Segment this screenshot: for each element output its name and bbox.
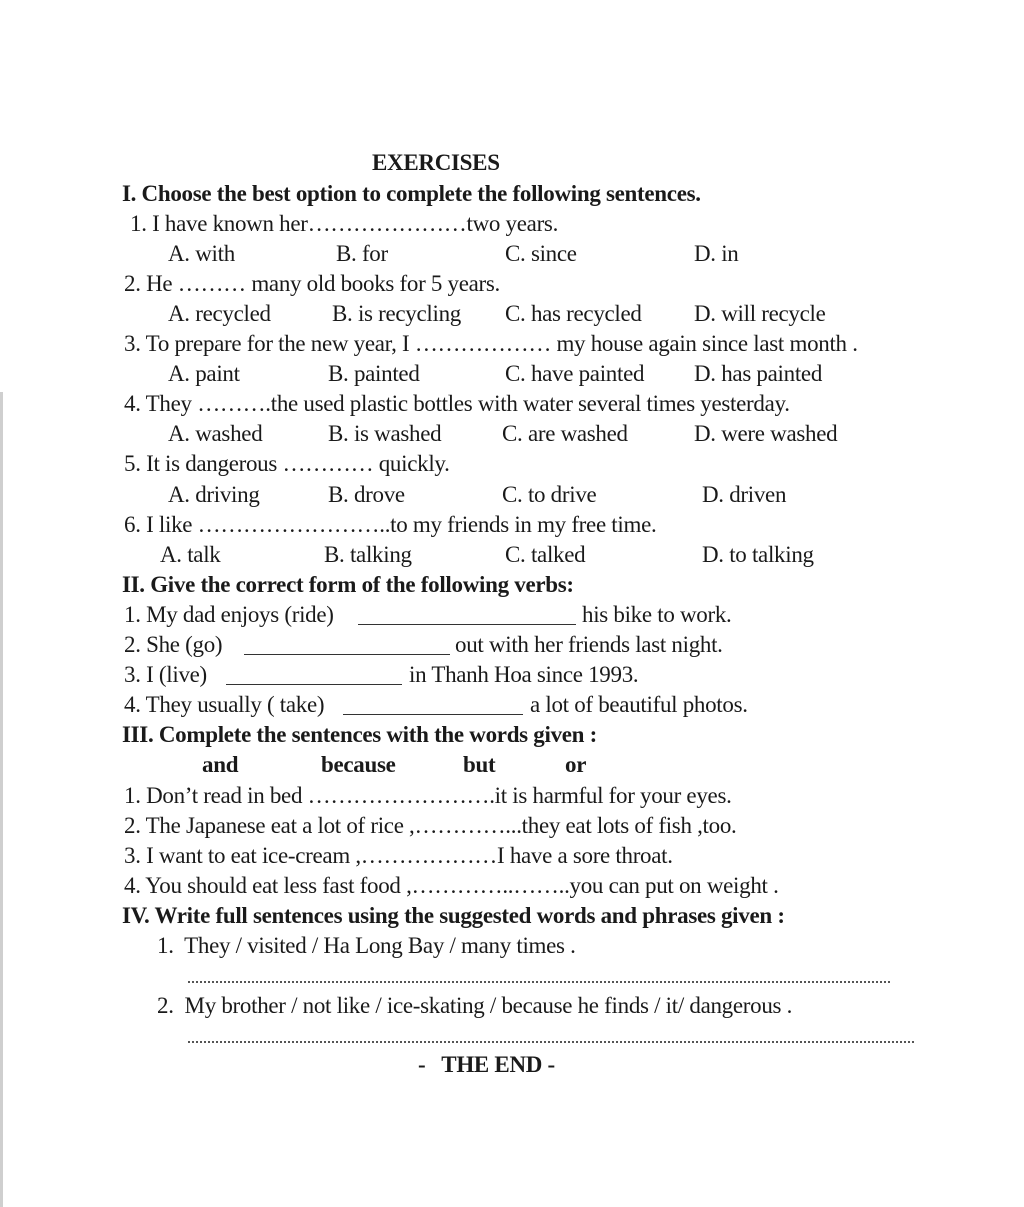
q1-4-option-b: B. is washed: [328, 421, 442, 446]
verb-item-4-rest: a lot of beautiful photos.: [530, 692, 748, 717]
q1-1-option-d: D. in: [694, 241, 739, 266]
question-1-2: 2. He ……… many old books for 5 years.: [124, 271, 501, 296]
q1-6-option-b: B. talking: [324, 542, 412, 567]
question-1-1: 1. I have known her…………………two years.: [130, 211, 559, 236]
verb-item-1-prompt: 1. My dad enjoys (ride): [124, 602, 334, 627]
verb-item-2-rest: out with her friends last night.: [455, 632, 723, 657]
q1-5-option-a: A. driving: [168, 482, 260, 507]
conjunction-item-3: 3. I want to eat ice-cream ,………………I have a sore throat.: [124, 843, 673, 868]
section-1-heading: I. Choose the best option to complete the following sentences.: [122, 181, 701, 206]
sentence-item-1-answer-line[interactable]: [188, 981, 890, 983]
question-1-6: 6. I like ……………………..to my friends in my free time.: [124, 512, 657, 537]
question-1-4: 4. They ……….the used plastic bottles with water several times yesterday.: [124, 391, 790, 416]
q1-6-option-c: C. talked: [505, 542, 586, 567]
sentence-item-1-prompt: 1. They / visited / Ha Long Bay / many times .: [157, 933, 576, 958]
word-bank-because: because: [321, 752, 396, 777]
q1-3-option-d: D. has painted: [694, 361, 823, 386]
q1-3-option-b: B. painted: [328, 361, 420, 386]
q1-2-option-a: A. recycled: [168, 301, 271, 326]
q1-6-option-d: D. to talking: [702, 542, 814, 567]
page-title: EXERCISES: [372, 150, 500, 175]
verb-item-3-rest: in Thanh Hoa since 1993.: [409, 662, 639, 687]
section-2-heading: II. Give the correct form of the following verbs:: [122, 572, 574, 597]
question-1-3: 3. To prepare for the new year, I ……………… my house again since last month .: [124, 331, 858, 356]
conjunction-item-4: 4. You should eat less fast food ,…………..……..you can put on weight .: [124, 873, 779, 898]
conjunction-item-2: 2. The Japanese eat a lot of rice ,…………...they eat lots of fish ,too.: [124, 813, 737, 838]
verb-item-3-prompt: 3. I (live): [124, 662, 207, 687]
q1-3-option-a: A. paint: [168, 361, 240, 386]
q1-5-option-d: D. driven: [702, 482, 787, 507]
section-3-heading: III. Complete the sentences with the words given :: [122, 722, 597, 747]
section-4-heading: IV. Write full sentences using the suggested words and phrases given :: [122, 903, 785, 928]
q1-1-option-c: C. since: [505, 241, 577, 266]
q1-5-option-b: B. drove: [328, 482, 405, 507]
q1-2-option-d: D. will recycle: [694, 301, 826, 326]
verb-item-1-rest: his bike to work.: [582, 602, 732, 627]
q1-4-option-d: D. were washed: [694, 421, 838, 446]
q1-2-option-b: B. is recycling: [332, 301, 461, 326]
sentence-item-2-answer-line[interactable]: [188, 1041, 914, 1043]
verb-item-2-prompt: 2. She (go): [124, 632, 223, 657]
the-end-footer: - THE END -: [418, 1052, 555, 1077]
word-bank-or: or: [565, 752, 587, 777]
q1-5-option-c: C. to drive: [502, 482, 597, 507]
verb-item-4-prompt: 4. They usually ( take): [124, 692, 325, 717]
q1-3-option-c: C. have painted: [505, 361, 645, 386]
question-1-5: 5. It is dangerous ………… quickly.: [124, 451, 450, 476]
verb-item-2-blank[interactable]: [244, 654, 450, 655]
q1-1-option-b: B. for: [336, 241, 388, 266]
q1-4-option-c: C. are washed: [502, 421, 628, 446]
word-bank-and: and: [202, 752, 239, 777]
conjunction-item-1: 1. Don’t read in bed …………………….it is harmful for your eyes.: [124, 783, 732, 808]
word-bank-but: but: [463, 752, 496, 777]
q1-6-option-a: A. talk: [160, 542, 221, 567]
verb-item-4-blank[interactable]: [343, 714, 523, 715]
verb-item-3-blank[interactable]: [226, 684, 402, 685]
sentence-item-2-prompt: 2. My brother / not like / ice-skating / because he finds / it/ dangerous .: [157, 993, 793, 1018]
verb-item-1-blank[interactable]: [358, 624, 576, 625]
q1-1-option-a: A. with: [168, 241, 235, 266]
q1-2-option-c: C. has recycled: [505, 301, 642, 326]
q1-4-option-a: A. washed: [168, 421, 263, 446]
